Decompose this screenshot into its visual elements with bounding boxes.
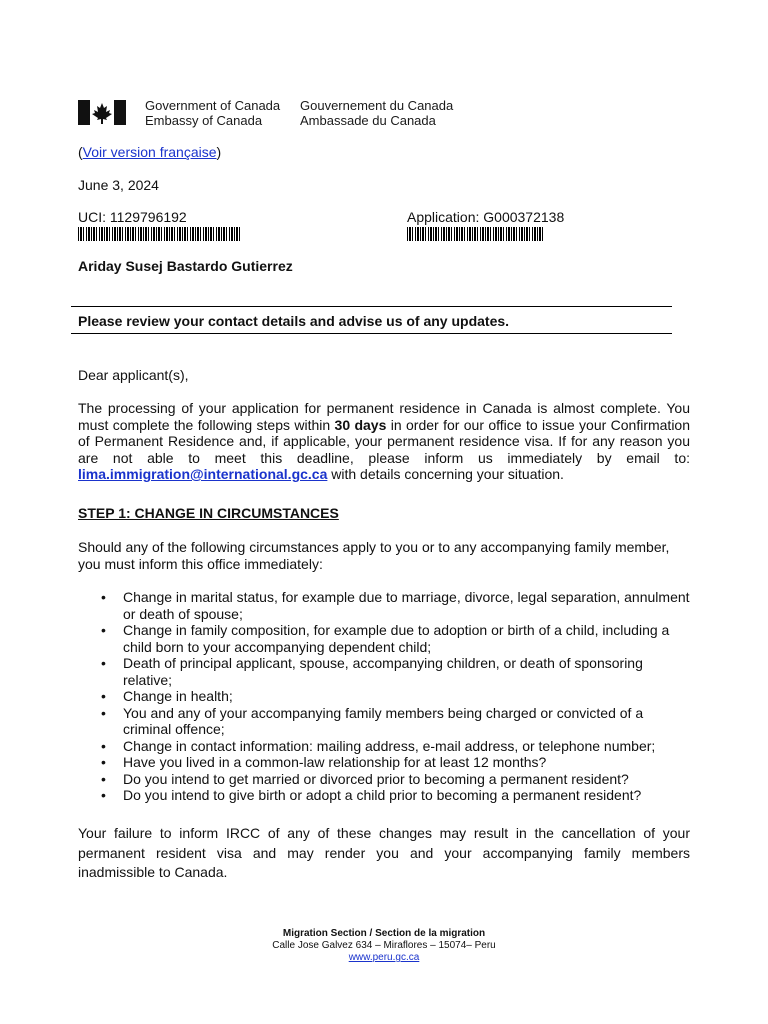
bullet-icon: • <box>101 622 106 638</box>
french-version-line <box>78 144 221 161</box>
cancellation-warning: Your failure to inform IRCC of any of these changes may result in the cancellation of your permanent resident visa and may render you and your accompanying family members inadmissible to Canada. <box>78 825 690 880</box>
embassy-of-canada-en: Embassy of Canada <box>145 113 263 128</box>
list-item-text: Change in marital status, for example due to marriage, divorce, legal separation, annulment or death of spouse; <box>123 589 690 622</box>
list-item <box>78 688 690 705</box>
intro-paragraph <box>78 400 690 483</box>
footer-website-link[interactable]: www.peru.gc.ca <box>348 952 420 963</box>
canada-flag-logo <box>78 100 126 125</box>
step1-heading: STEP 1: CHANGE IN CIRCUMSTANCES <box>78 505 339 521</box>
list-item <box>78 754 690 771</box>
list-item <box>78 738 690 755</box>
circumstances-list <box>78 589 690 804</box>
list-item-text: Do you intend to get married or divorced prior to becoming a permanent resident? <box>123 770 629 787</box>
letter-date: June 3, 2024 <box>78 177 159 193</box>
government-of-canada-fr: Gouvernement du Canada <box>300 98 454 113</box>
list-item-text: Have you lived in a common-law relationship for at least 12 months? <box>123 754 547 770</box>
embassy-of-canada-fr: Ambassade du Canada <box>300 113 436 128</box>
list-item <box>78 655 690 688</box>
uci-number: UCI: 1129796192 <box>78 209 187 225</box>
notice-top-rule <box>71 306 672 307</box>
french-version-link[interactable]: Voir version française <box>82 144 217 160</box>
application-number: Application: G000372138 <box>407 209 565 225</box>
list-item-text: Change in health; <box>123 688 233 704</box>
bullet-icon: • <box>101 737 106 754</box>
intro-text-3: with details concerning your situation. <box>327 466 564 482</box>
notice-bottom-rule <box>71 333 672 334</box>
header-french <box>300 98 453 128</box>
list-item-text: You and any of your accompanying family members being charged or convicted of a criminal offence; <box>123 704 644 737</box>
bullet-icon: • <box>101 754 106 770</box>
header-english <box>145 98 280 128</box>
list-item <box>78 589 690 622</box>
applicant-name: Ariday Susej Bastardo Gutierrez <box>78 258 293 274</box>
government-of-canada-en: Government of Canada <box>145 98 281 113</box>
paren-open: ( <box>78 144 83 160</box>
bullet-icon: • <box>101 688 106 704</box>
immigration-email-link[interactable]: lima.immigration@international.gc.ca <box>78 466 328 482</box>
list-item <box>78 705 690 738</box>
footer-address: Calle Jose Galvez 634 – Miraflores – 15074– Peru <box>272 940 496 951</box>
bullet-icon: • <box>101 787 106 803</box>
list-item <box>78 622 690 655</box>
intro-text-2: in order for our office to issue your Confirmation of Permanent Residence and, if applicable, your permanent residence visa. If for any reason you are not able to meet this deadline, please inform us immediately by email to: <box>78 416 690 466</box>
bullet-icon: • <box>101 589 106 605</box>
list-item <box>78 771 690 788</box>
deadline-days: 30 days <box>334 416 387 433</box>
footer <box>0 928 768 964</box>
paren-close: ) <box>216 144 222 160</box>
list-item-text: Death of principal applicant, spouse, accompanying children, or death of sponsoring relative; <box>123 655 643 688</box>
footer-section: Migration Section / Section de la migration <box>282 928 486 939</box>
list-item-text: Do you intend to give birth or adopt a child prior to becoming a permanent resident? <box>123 787 642 803</box>
list-item-text: Change in family composition, for example due to adoption or birth of a child, including a child born to your accompanying dependent child; <box>123 622 670 655</box>
intro-text-1: The processing of your application for permanent residence in Canada is almost complete. You must complete the following steps within <box>78 400 690 433</box>
bullet-icon: • <box>101 655 106 671</box>
salutation: Dear applicant(s), <box>78 367 189 383</box>
list-item-text: Change in contact information: mailing address, e-mail address, or telephone number; <box>123 737 656 754</box>
step1-lead: Should any of the following circumstances apply to you or to any accompanying family member, you must inform this office immediately: <box>78 539 670 572</box>
application-barcode <box>407 227 545 241</box>
contact-details-notice: Please review your contact details and advise us of any updates. <box>78 313 510 329</box>
bullet-icon: • <box>101 770 106 787</box>
list-item <box>78 787 690 804</box>
uci-barcode <box>78 227 240 241</box>
maple-leaf-flag-icon <box>78 100 126 125</box>
bullet-icon: • <box>101 704 106 721</box>
